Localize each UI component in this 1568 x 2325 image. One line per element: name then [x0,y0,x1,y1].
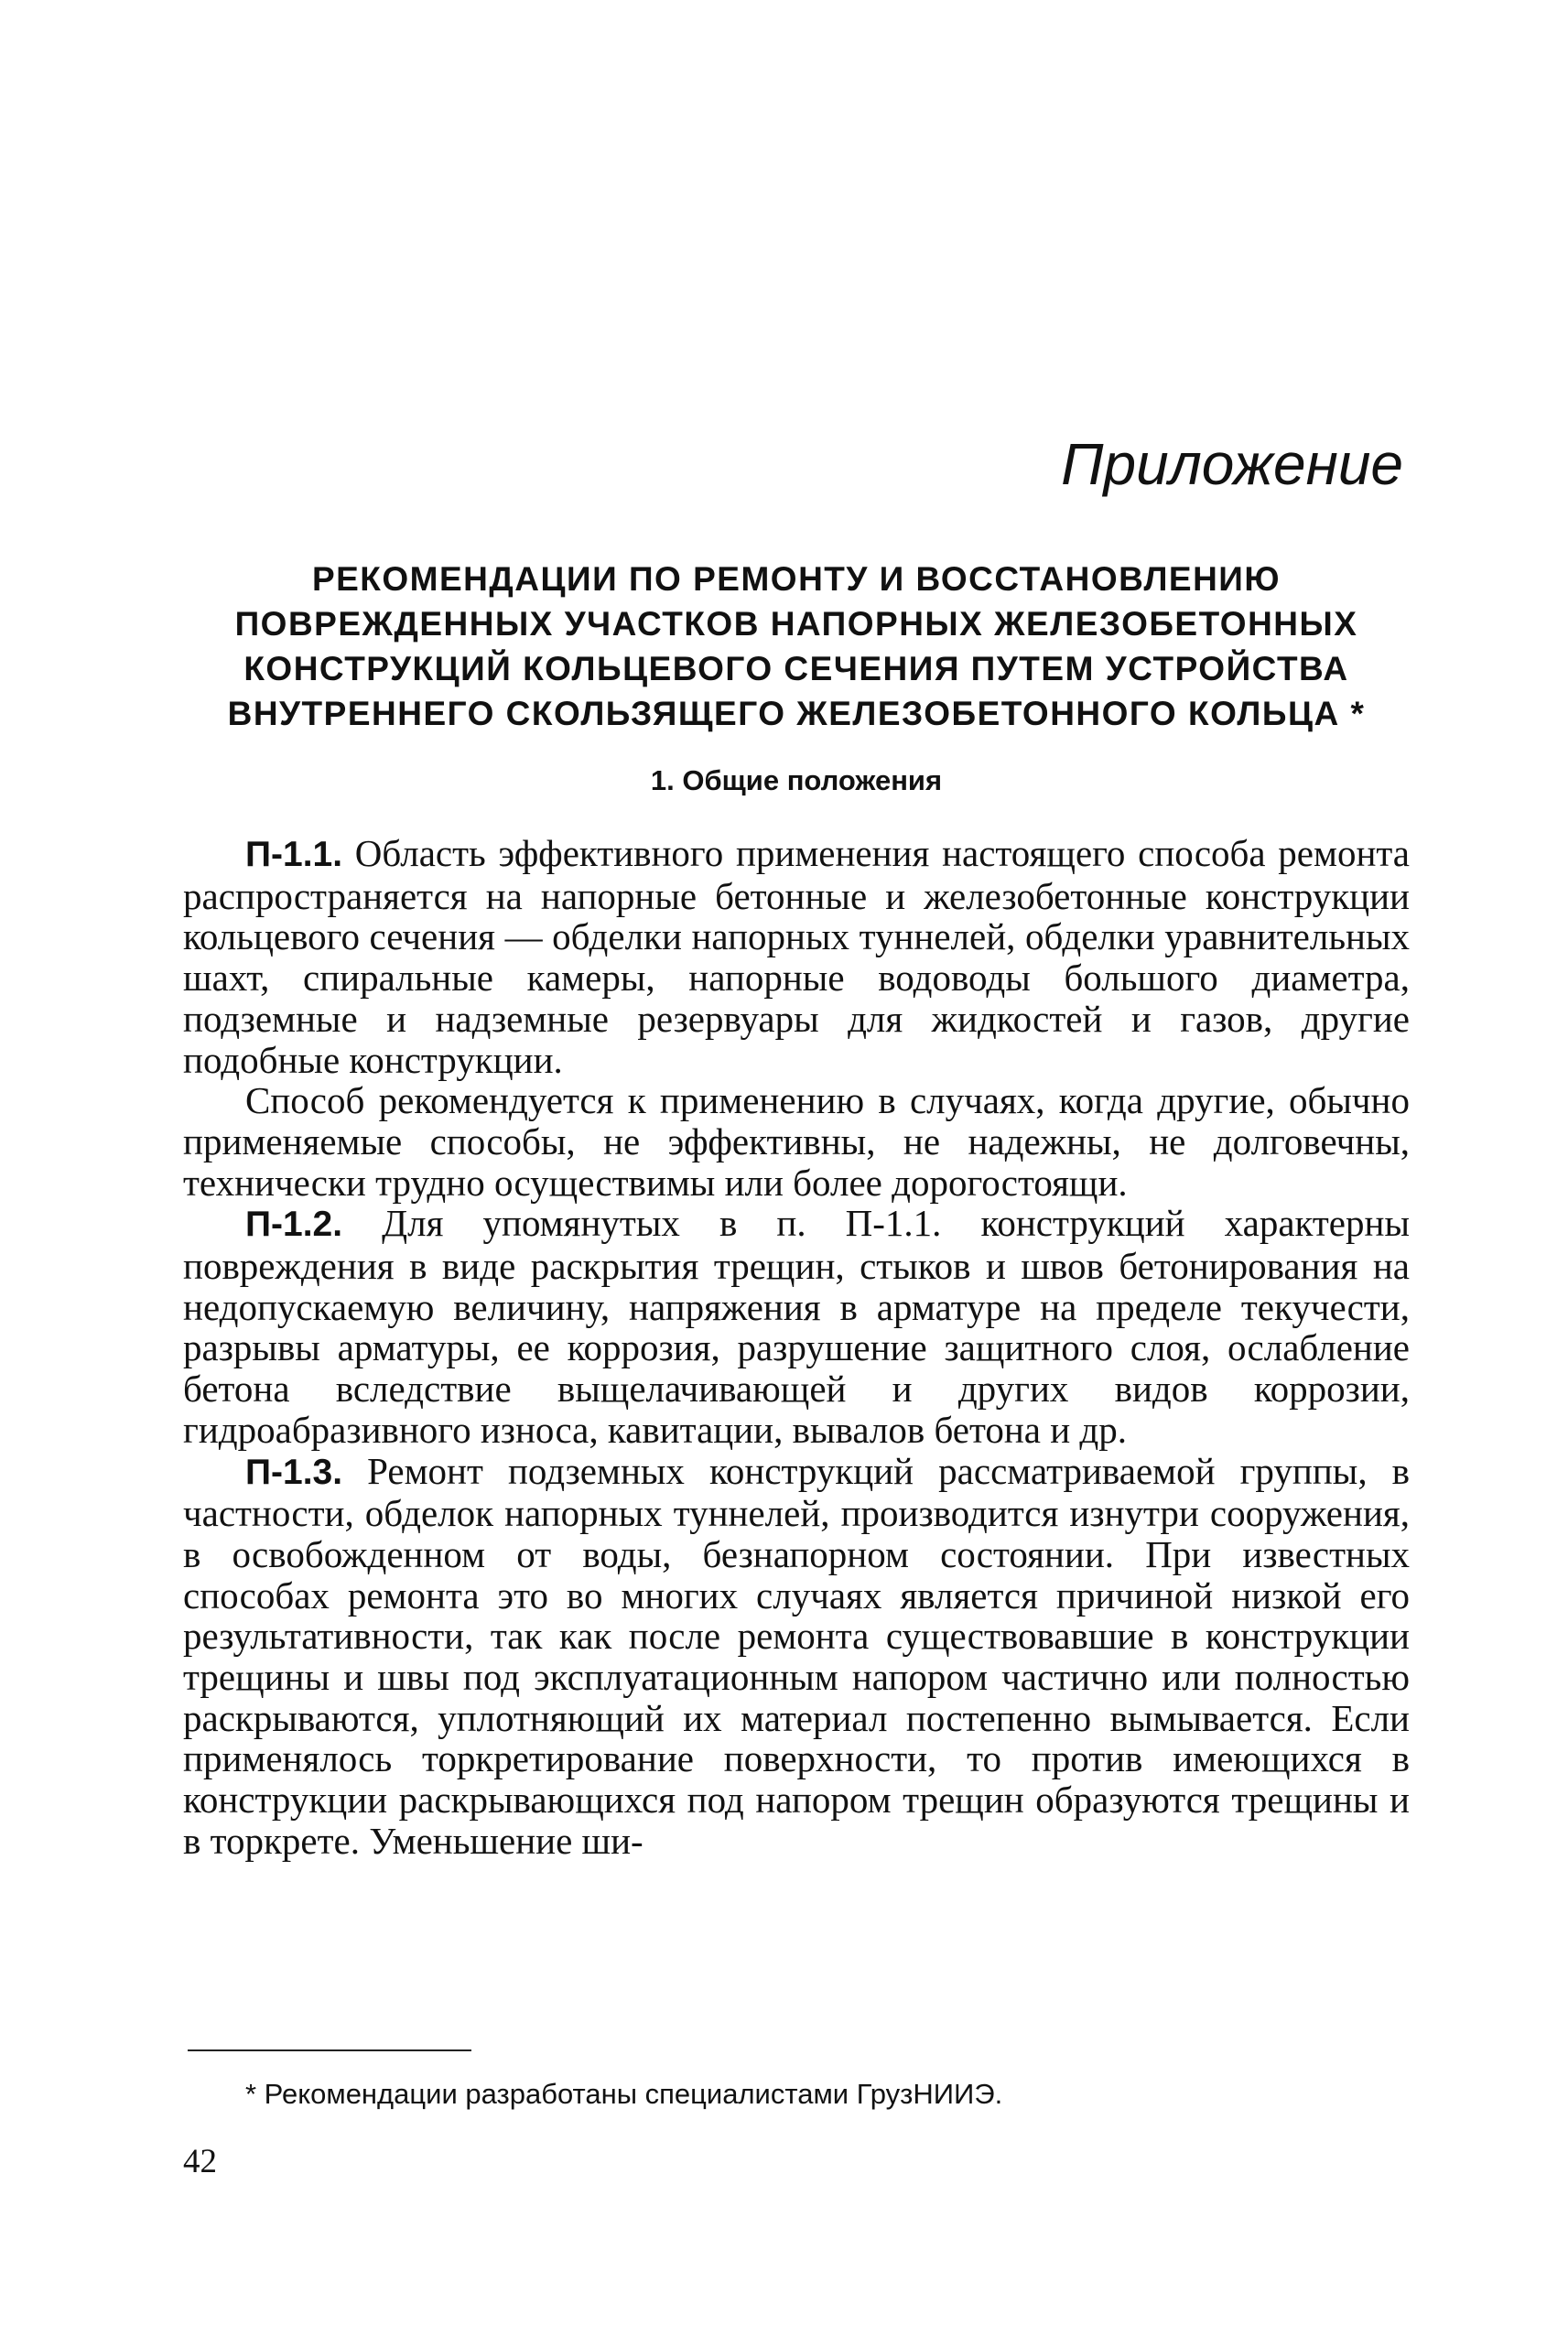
page-number: 42 [183,2143,217,2180]
paragraph-p-1-3 [183,1451,1410,1862]
paragraph-text: Для упомянутых в п. П-1.1. конструкций характерны повреждения в виде раскрытия трещин, стыков и швов бетонирования на недопускаемую величину, напряжения в арматуре на пределе текучести, разрывы арматуры, ее коррозия, разрушение защитного слоя, ослабление бетона вследствие выщелачивающей и других видов коррозии, гидроабразивного износа, кавитации, вывалов бетона и др. [183,1202,1410,1451]
paragraph-text: Ремонт подземных конструкций рассматриваемой группы, в частности, обделок напорных туннелей, производится изнутри сооружения, в освобожденном от воды, безнапорном состоянии. При известных способах ремонта это во многих случаях является причиной низкой его результативности, так как после ремонта существовавшие в конструкции трещины и швы под эксплуатационным напором частично или полностью раскрываются, уплотняющий их материал постепенно вымывается. Если применялось торкретирование поверхности, то против имеющихся в конструкции раскрывающихся под напором трещин образуются трещины и в торкрете. Уменьшение ши- [183,1449,1410,1862]
appendix-label: Приложение [1061,431,1403,497]
paragraph-text: Область эффективного применения настоящего способа ремонта распространяется на напорные бетонные и железобетонные конструкции кольцевого сечения — обделки напорных туннелей, обделки уравнительных шахт, спиральные камеры, напорные водоводы большого диаметра, подземные и надземные резервуары для жидкостей и газов, другие подобные конструкции. [183,832,1410,1081]
clause-number: П-1.2. [245,1205,343,1245]
paragraph-p-1-2 [183,1203,1410,1450]
footnote: * Рекомендации разработаны специалистами ГрузНИИЭ. [245,2078,1003,2110]
title-line: ПОВРЕЖДЕННЫХ УЧАСТКОВ НАПОРНЫХ ЖЕЛЕЗОБЕТОННЫХ [234,605,1358,643]
paragraph-method-applicability [183,1080,1410,1203]
title-line: КОНСТРУКЦИЙ КОЛЬЦЕВОГО СЕЧЕНИЯ ПУТЕМ УСТРОЙСТВА [243,650,1349,687]
paragraph-p-1-1 [183,833,1410,1080]
footnote-divider [188,2049,471,2051]
title-line: РЕКОМЕНДАЦИИ ПО РЕМОНТУ И ВОССТАНОВЛЕНИЮ [311,560,1281,598]
paragraph-text: Способ рекомендуется к применению в случаях, когда другие, обычно применяемые способы, не эффективны, не надежны, не долговечны, технически трудно осуществимы или более дорогостоящи. [183,1079,1410,1204]
clause-number: П-1.3. [245,1452,343,1492]
clause-number: П-1.1. [245,835,343,874]
main-title [183,557,1410,736]
section-title: 1. Общие положения [650,764,943,796]
body-text [183,833,1410,1862]
title-line: ВНУТРЕННЕГО СКОЛЬЗЯЩЕГО ЖЕЛЕЗОБЕТОННОГО КОЛЬЦА * [227,695,1366,732]
